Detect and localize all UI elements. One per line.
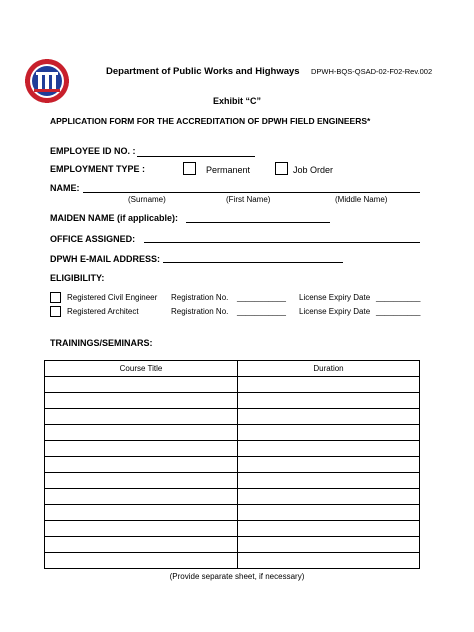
course-title-cell[interactable] xyxy=(45,377,238,393)
table-row xyxy=(45,425,420,441)
registration-no-field[interactable]: ___________ xyxy=(237,307,286,316)
table-row xyxy=(45,377,420,393)
duration-cell[interactable] xyxy=(238,441,420,457)
trainings-label: TRAININGS/SEMINARS: xyxy=(50,338,153,348)
table-row xyxy=(45,489,420,505)
registration-no-label: Registration No. xyxy=(171,307,229,316)
license-expiry-field[interactable]: __________ xyxy=(376,293,421,302)
course-title-cell[interactable] xyxy=(45,457,238,473)
duration-header: Duration xyxy=(238,361,420,377)
duration-cell[interactable] xyxy=(238,521,420,537)
table-row xyxy=(45,441,420,457)
job-order-option-label: Job Order xyxy=(293,165,334,175)
surname-caption: (Surname) xyxy=(128,195,166,204)
duration-cell[interactable] xyxy=(238,489,420,505)
document-code: DPWH-BQS-QSAD-02-F02-Rev.002 xyxy=(311,67,433,76)
course-title-cell[interactable] xyxy=(45,441,238,457)
course-title-cell[interactable] xyxy=(45,489,238,505)
civil-engineer-label: Registered Civil Engineer xyxy=(67,293,158,302)
maiden-name-label: MAIDEN NAME (if applicable): xyxy=(50,213,179,223)
employment-type-label: EMPLOYMENT TYPE : xyxy=(50,164,146,174)
course-title-cell[interactable] xyxy=(45,505,238,521)
middle-name-caption: (Middle Name) xyxy=(335,195,388,204)
table-row xyxy=(45,521,420,537)
name-field[interactable] xyxy=(83,192,420,193)
permanent-option-label: Permanent xyxy=(206,165,251,175)
duration-cell[interactable] xyxy=(238,537,420,553)
course-title-cell[interactable] xyxy=(45,409,238,425)
maiden-name-field[interactable] xyxy=(186,222,330,223)
civil-engineer-checkbox[interactable] xyxy=(50,292,61,303)
duration-cell[interactable] xyxy=(238,393,420,409)
duration-cell[interactable] xyxy=(238,377,420,393)
trainings-note: (Provide separate sheet, if necessary) xyxy=(169,572,305,581)
duration-cell[interactable] xyxy=(238,473,420,489)
course-title-cell[interactable] xyxy=(45,521,238,537)
office-assigned-field[interactable] xyxy=(144,242,420,243)
eligibility-label: ELIGIBILITY: xyxy=(50,273,105,283)
email-field[interactable] xyxy=(163,262,343,263)
license-expiry-label: License Expiry Date xyxy=(299,307,371,316)
duration-cell[interactable] xyxy=(238,409,420,425)
table-header-row xyxy=(45,361,420,377)
first-name-caption: (First Name) xyxy=(226,195,271,204)
course-title-cell[interactable] xyxy=(45,393,238,409)
permanent-checkbox[interactable] xyxy=(183,162,196,175)
architect-checkbox[interactable] xyxy=(50,306,61,317)
employee-id-field[interactable] xyxy=(137,156,255,157)
registration-no-field[interactable]: ___________ xyxy=(237,293,286,302)
table-row xyxy=(45,409,420,425)
duration-cell[interactable] xyxy=(238,457,420,473)
course-title-cell[interactable] xyxy=(45,425,238,441)
trainings-table xyxy=(44,360,420,569)
duration-cell[interactable] xyxy=(238,425,420,441)
license-expiry-field[interactable]: __________ xyxy=(376,307,421,316)
registration-no-label: Registration No. xyxy=(171,293,229,302)
license-expiry-label: License Expiry Date xyxy=(299,293,371,302)
course-title-header: Course Title xyxy=(45,361,238,377)
duration-cell[interactable] xyxy=(238,553,420,569)
table-row xyxy=(45,393,420,409)
architect-label: Registered Architect xyxy=(67,307,139,316)
exhibit-label: Exhibit “C” xyxy=(212,96,261,106)
email-label: DPWH E-MAIL ADDRESS: xyxy=(50,254,160,264)
job-order-checkbox[interactable] xyxy=(275,162,288,175)
table-row xyxy=(45,553,420,569)
course-title-cell[interactable] xyxy=(45,537,238,553)
form-title: APPLICATION FORM FOR THE ACCREDITATION OF DPWH FIELD ENGINEERS* xyxy=(50,116,371,126)
employee-id-label: EMPLOYEE ID NO. : xyxy=(50,146,136,156)
name-label: NAME: xyxy=(50,183,80,193)
duration-cell[interactable] xyxy=(238,505,420,521)
table-row xyxy=(45,505,420,521)
table-row xyxy=(45,457,420,473)
course-title-cell[interactable] xyxy=(45,473,238,489)
office-assigned-label: OFFICE ASSIGNED: xyxy=(50,234,136,244)
table-row xyxy=(45,537,420,553)
course-title-cell[interactable] xyxy=(45,553,238,569)
table-row xyxy=(45,473,420,489)
department-name: Department of Public Works and Highways xyxy=(106,66,300,77)
